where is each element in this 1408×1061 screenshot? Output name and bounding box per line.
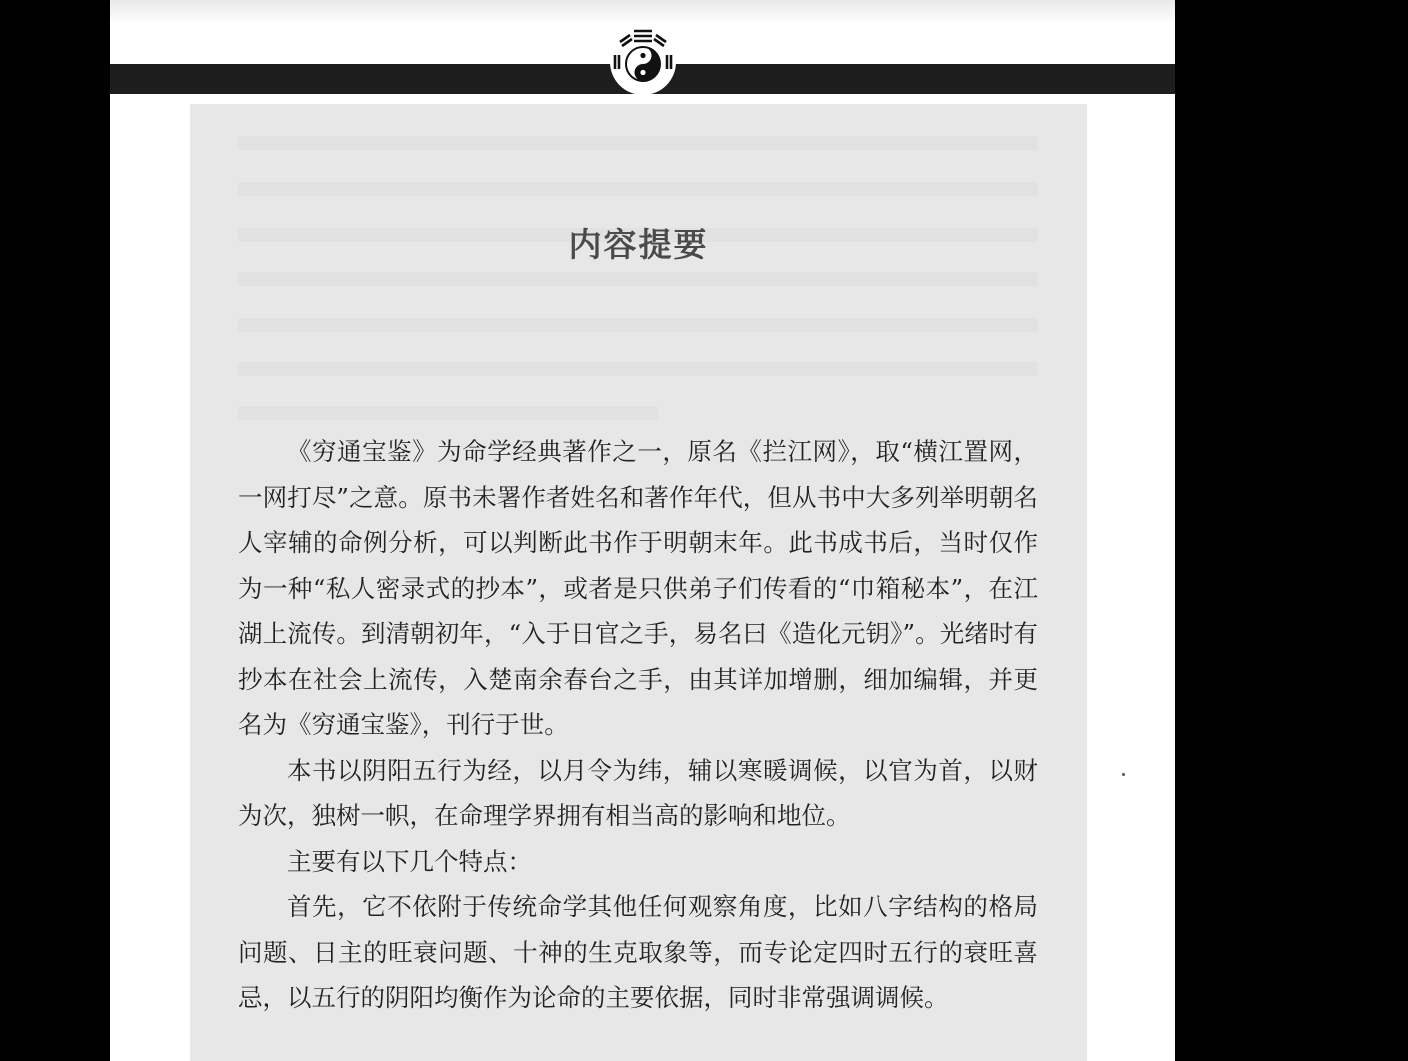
bleed-through-line	[238, 406, 658, 420]
content-panel	[190, 104, 1087, 1061]
page-title: 内容提要	[568, 225, 709, 264]
scan-speck	[1122, 773, 1125, 776]
paragraph: 《穷通宝鉴》为命学经典著作之一，原名《拦江网》，取“横江置网，一网打尽”之意。原书未署作者姓名和著作年代，但从书中大多列举明朝名人宰辅的命例分析，可以判断此书作于明朝末年。此书成书后，当时仅作为一种“私人密录式的抄本”，或者是只供弟子们传看的“巾箱秘本”，在江湖上流传。到清朝初年，“入于日官之手，易名曰《造化元钥》”。光绪时有抄本在社会上流传，入楚南余春台之手，由其详加增删，细加编辑，并更名为《穷通宝鉴》，刊行于世。	[238, 437, 1038, 739]
bleed-through-line	[238, 272, 1038, 286]
paragraph: 主要有以下几个特点：	[287, 846, 532, 876]
body-text	[238, 429, 1038, 1021]
book-page	[110, 0, 1175, 1061]
bleed-through-line	[238, 182, 1038, 196]
paragraph: 本书以阴阳五行为经，以月令为纬，辅以寒暖调候，以官为首，以财为次，独树一帜，在命理学界拥有相当高的影响和地位。	[238, 755, 1038, 830]
page-top-margin	[110, 0, 1175, 24]
paragraph: 首先，它不依附于传统命学其他任何观察角度，比如八字结构的格局问题、日主的旺衰问题、十神的生克取象等，而专论定四时五行的衰旺喜忌，以五行的阴阳均衡作为论命的主要依据，同时非常强调调候。	[238, 892, 1038, 1012]
bagua-yinyang-icon	[606, 22, 680, 96]
bleed-through-line	[238, 318, 1038, 332]
bleed-through-line	[238, 362, 1038, 376]
bleed-through-line	[238, 136, 1038, 150]
